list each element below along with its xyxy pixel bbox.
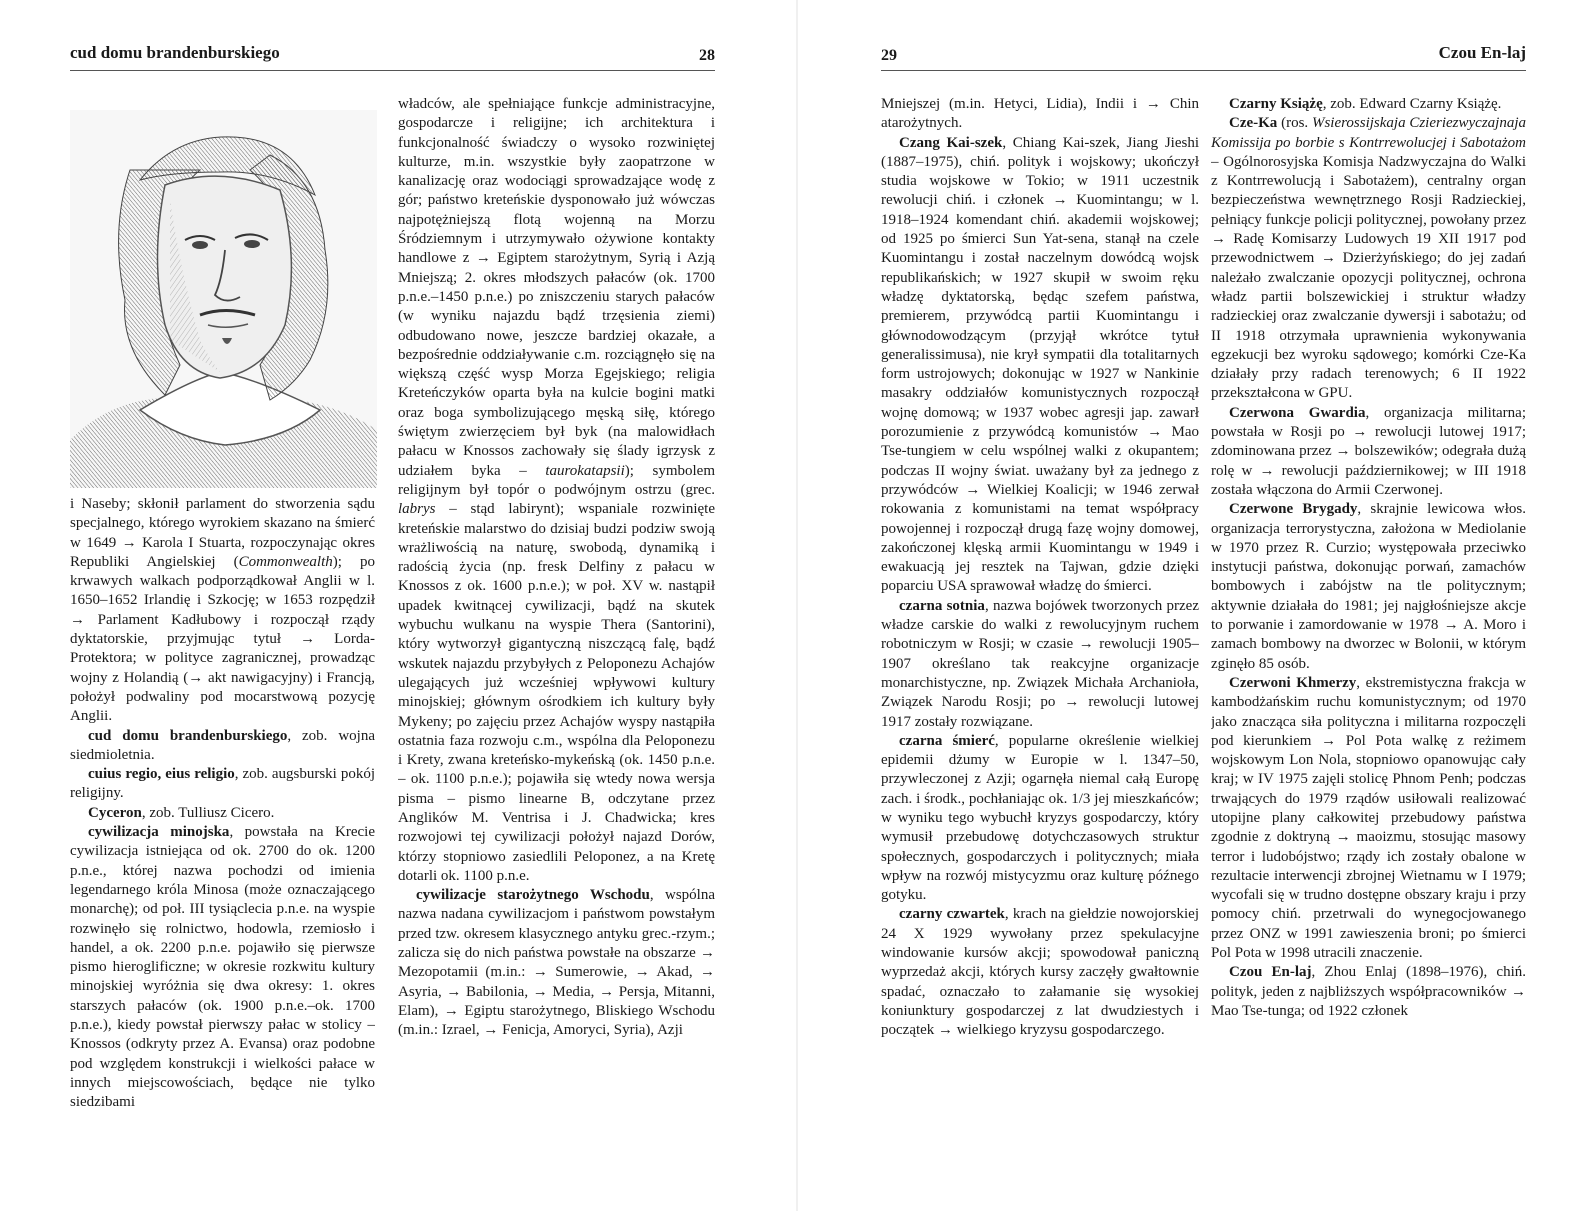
entry-italic-text: Wsierossijskaja Czieriezwyczajnaja Komissija po borbie s Kontrrewolucjej i Sabotażom	[1211, 115, 1526, 151]
entry-text: , zob. Edward Czarny Książę.	[1322, 96, 1502, 112]
dictionary-entry	[70, 823, 375, 1112]
entry-text: – Ogólnorosyjska Komisja Nadzwyczajna do Walki z Kontrrewolucją i Sabotażem), centralny organ bezpieczeństwa wewnętrznego Rosji Radzieckiej, pełniący funkcje policji politycznej, powołany przez → Radę Komisarzy Ludowych 19 XII 1917 pod przewodnictwem → Dzierżyńskiego; do jej zadań należało zwalczanie opozycji politycznej, ochrona władz partii bolszewickiej i struktur władzy radzieckiej oraz zwalczanie dywersji i sabotażu; od II 1918 otrzymała uprawnienia wykonywania egzekucji bez wyroku sądowego; komórki Cze-Ka działały przy radach terenowych; 6 II 1922 przekształcona w GPU.	[1211, 153, 1526, 402]
entry-text: , Zhou Enlaj (1898–1976), chiń. polityk, jeden z najbliższych współpracowników → Mao Tse-tunga; od 1922 członek	[1211, 964, 1526, 1019]
entry-headword: cuius regio, eius religio	[88, 766, 235, 783]
entry-headword: Czarny Książę	[1229, 96, 1323, 112]
dictionary-entry	[1211, 674, 1526, 963]
dictionary-entry	[881, 905, 1199, 1040]
dictionary-entry	[1211, 500, 1526, 674]
dictionary-entry	[398, 886, 715, 1040]
entry-italic-text: labrys	[398, 501, 436, 518]
entry-text: – stąd labirynt); wspaniale rozwinięte kreteńskie malarstwo do dzisiaj budzi podziw swoją wrażliwością na naturę, swobodą, dynamiką i radością życia (np. fresk Delfiny z pałacu w Knossos z ok. 1600 p.n.e.); w poł. XV w. nastąpił upadek kwitnącej cywilizacji, bądź na skutek wybuchu wulkanu na wyspie Thera (Santorini), który wytworzył gigantyczną niszczącą falę, bądź wskutek najazdu przybyłych z Peloponezu Achajów ulegających już wcześniej wpływowi kultury minojskiej; głównym ośrodkiem ich kultury były Mykeny; po zajęciu przez Achajów wyspy nastąpiła ostatnia faza rozwoju c.m., wspólna dla Peloponezu i Krety, zwana kreteńsko-mykeńską (ok. 1450 p.n.e. – ok. 1100 p.n.e.); pojawiła się wtedy nowa wersja pisma – pismo linearne B, odczytane przez Anglików M. Ventrisa i J. Chadwicka; kres rozwojowi tej cywilizacji położył najazd Dorów, którzy stopniowo zasiedlili Peloponez, a na Kretę dotarli ok. 1100 p.n.e.	[398, 501, 715, 884]
portrait-engraving-icon	[70, 110, 377, 488]
entry-text: i Naseby; skłonił parlament do stworzenia sądu specjalnego, którego wyrokiem skazano na śmierć w 1649 → Karola I Stuarta, rozpoczynając okres Republiki Angielskiej (	[70, 496, 375, 570]
entry-text: , powstała na Krecie cywilizacja istniejąca od ok. 2700 do ok. 1200 p.n.e., której nazwa pochodzi od imienia legendarnego króla Minosa (może oznaczającego monarchę); od poł. III tysiąclecia p.n.e. na wyspie rozwinęło się rolnictwo, hodowla, rzemiosło i handel, a ok. 2200 p.n.e. pojawiło się pierwsze pismo hieroglificzne; w okresie rozkwitu kultury minojskiej wyróżnia się dwa okresy: 1. okres starszych pałaców (ok. 1900 p.n.e.–ok. 1700 p.n.e.), kiedy powstał pierwszy pałac w stolicy – Knossos (odkryty przez A. Evansa) oraz podobne pod względem konstrukcji i wielkości pałace w innych miejscowościach, będące nie tylko siedzibami	[70, 824, 375, 1111]
entry-text: , popularne określenie wielkiej epidemii dżumy w Europie w l. 1347–50, przywleczonej z Azji; ogarnęła niemal całą Europę zach. i środk., pochłaniając ok. 1/3 jej mieszkańców; w wyniku tego wybuchł kryzys gospodarczy, który wymusił przebudowę dotychczasowych struktur społecznych, gospodarczych i politycznych; miała wpływ na rozwój mistycyzmu oraz kulturę późnego gotyku.	[881, 732, 1199, 904]
entry-text: , skrajnie lewicowa włos. organizacja terrorystyczna, założona w Mediolanie w 1970 przez R. Curzio; występowała przeciwko instytucji państwa, dokonując porwań, zamachów bombowych i zabójstw na tle politycznym; aktywnie działała do 1981; jej najgłośniejsze akcje to porwanie i zamordowanie w 1978 → A. Moro i zamach bombowy na dworzec w Bolonii, w którym zginęło 85 osób.	[1211, 501, 1526, 672]
entry-headword: cud domu brandenburskiego	[88, 727, 288, 744]
entry-headword: Czou En-laj	[1229, 964, 1312, 981]
dictionary-entry	[70, 804, 375, 823]
entry-headword: Czerwoni Khmerzy	[1229, 674, 1357, 691]
dictionary-entry	[1211, 95, 1526, 114]
entry-headword: czarna śmierć	[899, 732, 995, 749]
entry-text: , Chiang Kai-szek, Jiang Jieshi (1887–1975), chiń. polityk i wojskowy; ukończył studia wojskowe w Tokio; w 1911 uczestnik rewolucji chiń. i członek → Kuomintangu; w l. 1918–1924 komendant chiń. akademii wojskowej; od 1925 po śmierci Sun Yat-sena, stanął na czele Kuomintangu i został naczelnym dowódcą wojsk republikańskich; w 1927 skupił w swoim ręku władzę dyktatorską, będąc szefem państwa, premierem, przywódcą partii Kuomintangu i głównodowodzącym (przyjął wkrótce tytuł generalissimusa), nie krył sympatii dla totalitarnych form ustrojowych; dokonując w 1927 w Nankinie masakry oddziałów komunistycznych rozpoczął wojnę domową; w 1937 wobec agresji jap. zawarł porozumienie z przywódcą komunistów → Mao Tse-tungiem w celu wspólnej walki z okupantem; podczas II wojny świat. uważany był za jednego z przywódców → Wielkiej Koalicji; w 1946 zerwał rokowania z komunistami na temat współpracy powojennej i rozpoczął drugą fazę wojny domowej, zakończonej klęską armii Kuomintangu w 1949 i ewakuacją jej resztek na Tajwan, gdzie dzięki poparciu USA sprawował władzę do śmierci.	[881, 134, 1199, 595]
entry-headword: Czerwona Gwardia	[1229, 404, 1366, 421]
dictionary-entry	[70, 727, 375, 766]
running-title: Czou En-laj	[1438, 43, 1526, 62]
entry-headword: czarna sotnia	[899, 597, 985, 614]
entry-text: (ros.	[1277, 115, 1312, 132]
entry-italic-text: taurokatapsii	[545, 462, 625, 479]
entry-text: , organizacja militarna; powstała w Rosji po → rewolucji lutowej 1917; zdominowana przez → bolszewików; odegrała dużą rolę w → rewolucji październikowej; w III 1918 została włączona do Armii Czerwonej.	[1211, 404, 1526, 498]
page-number: 29	[881, 47, 897, 64]
dictionary-entry	[1211, 963, 1526, 1021]
entry-text: , zob. Tulliusz Cicero.	[141, 804, 275, 821]
left-page	[0, 0, 797, 1211]
entry-text: ); symbolem religijnym był topór o podwójnym ostrzu (grec.	[398, 462, 715, 498]
entry-text: , zob. augsburski pokój religijny.	[70, 766, 375, 802]
portrait-engraving	[70, 110, 377, 488]
entry-headword: Cyceron	[88, 804, 142, 821]
entry-text: , wspólna nazwa nadana cywilizacjom i państwom powstałym przed tzw. okresem klasycznego antyku grec.-rzym.; zalicza się do nich państwa powstałe na obszarze → Mezopotamii (m.in.: → Sumerowie, → Akad, → Asyria, → Babilonia, → Media, → Persja, Mitanni, Elam), → Egiptu starożytnego, Bliskiego Wschodu (m.in.: Izrael, → Fenicja, Amoryci, Syria), Azji	[398, 887, 715, 1039]
left-page-column-1	[70, 495, 375, 1145]
dictionary-entry	[881, 134, 1199, 597]
dictionary-entry	[1211, 114, 1526, 403]
entry-text: , nazwa bojówek tworzonych przez władze carskie do walki z rewolucyjnym ruchem robotniczym w Rosji; w czasie → rewolucji 1905–1907 określano tak reakcyjne organizacje monarchistyczne, np. Związek Michała Archanioła, Związek Narodu Rosji; po → rewolucji lutowej 1917 zostały rozwiązane.	[881, 597, 1199, 730]
dictionary-entry	[1211, 404, 1526, 500]
dictionary-entry	[70, 765, 375, 804]
entry-headword: Cze-Ka	[1229, 115, 1278, 132]
entry-italic-text: Commonwealth	[238, 553, 333, 570]
page-number: 28	[699, 47, 715, 64]
right-page	[798, 0, 1595, 1211]
entry-text: Mniejszej (m.in. Hetyci, Lidia), Indii i → Chin atarożytnych.	[881, 96, 1199, 132]
entry-text: , krach na giełdzie nowojorskiej 24 X 1929 wywołany przez spekulacyjne windowanie kursów akcji; spowodował paniczną wyprzedaż akcji, których kursy zaczęły gwałtownie spadać, oznaczało to załamanie się wysokiej koniunktury gospodarczej z lat dwudziestych i początek → wielkiego kryzysu gospodarczego.	[881, 906, 1199, 1039]
left-page-column-2	[398, 95, 715, 1145]
entry-continuation	[70, 495, 375, 727]
entry-continuation	[881, 95, 1199, 134]
dictionary-entry	[881, 732, 1199, 906]
right-page-column-1	[881, 95, 1199, 1145]
right-page-header	[881, 44, 1526, 71]
entry-headword: czarny czwartek	[899, 906, 1005, 923]
entry-headword: cywilizacje starożytnego Wschodu	[416, 887, 650, 904]
entry-text: ); po krwawych walkach podporządkował Anglii w l. 1650–1652 Irlandię i Szkocję; w 1653 rozpędził → Parlament Kadłubowy i rozpoczął rządy dyktatorskie, przyjmując tytuł → Lorda-Protektora; w polityce zagranicznej, prowadząc wojny z Holandią (→ akt nawigacyjny) i Francją, położył podwaliny pod mocarstwową pozycję Anglii.	[70, 553, 375, 725]
entry-text: władców, ale spełniające funkcje administracyjne, gospodarcze i religijne; ich architektura i funkcjonalność świadczy o wysoko rozwiniętej kulturze, m.in. wszystkie były zaopatrzone w kanalizację oraz wodociągi sprowadzające wodę z gór; państwo kreteńskie dysponowało już wówczas najpotężniejszą flotą wojenną na Morzu Śródziemnym i utrzymywało ożywione kontakty handlowe z → Egiptem starożytnym, Syrią i Azją Mniejszą; 2. okres młodszych pałaców (ok. 1700 p.n.e.–1450 p.n.e.) po zniszczeniu starych pałaców (w wyniku najazdu bądź trzęsienia ziemi) odbudowano nowe, jeszcze bardziej okazałe, a bezpośrednie oddziaływanie c.m. rozciągnęło się na większą część wysp Morza Egejskiego; religia Kreteńczyków oparta była na kulcie bogini matki oraz boga symbolizującego męską siłę, którego świętym zwierzęciem był byk (na malowidłach pałacu w Knossos zachowały się ślady igrzysk z udziałem byka –	[398, 96, 715, 479]
entry-continuation	[398, 95, 715, 886]
left-page-header	[70, 44, 715, 71]
running-title: cud domu brandenburskiego	[70, 43, 280, 62]
right-page-column-2	[1211, 95, 1526, 1145]
entry-text: , ekstremistyczna frakcja w kambodżańskim ruchu komunistycznym; od 1970 jako znacząca siła polityczna i militarna rozpoczęli pod kierunkiem → Pol Pota walkę z reżimem wojskowym Lon Nola, stopniowo opanowując cały kraj; w IV 1975 zajęli stolicę Phnom Penh; podczas trwających do 1979 rządów usiłowali realizować utopijne plany całkowitej przebudowy państwa zgodnie z doktryną → maoizmu, stosując masowy terror i ludobójstwo; rządy ich zostały obalone w rezultacie interwencji zbrojnej Wietnamu w I 1979; wycofali się w trudno dostępne obszary kraju i przy pomocy chiń. przetrwali do wynegocjowanego przez ONZ w 1991 zawieszenia broni; po śmierci Pol Pota w 1998 utracili znaczenie.	[1211, 674, 1526, 962]
entry-headword: Czang Kai-szek	[899, 134, 1003, 151]
entry-headword: Czerwone Brygady	[1229, 501, 1358, 518]
entry-headword: cywilizacja minojska	[88, 824, 230, 841]
dictionary-entry	[881, 597, 1199, 732]
entry-text: , zob. wojna siedmioletnia.	[70, 727, 375, 763]
